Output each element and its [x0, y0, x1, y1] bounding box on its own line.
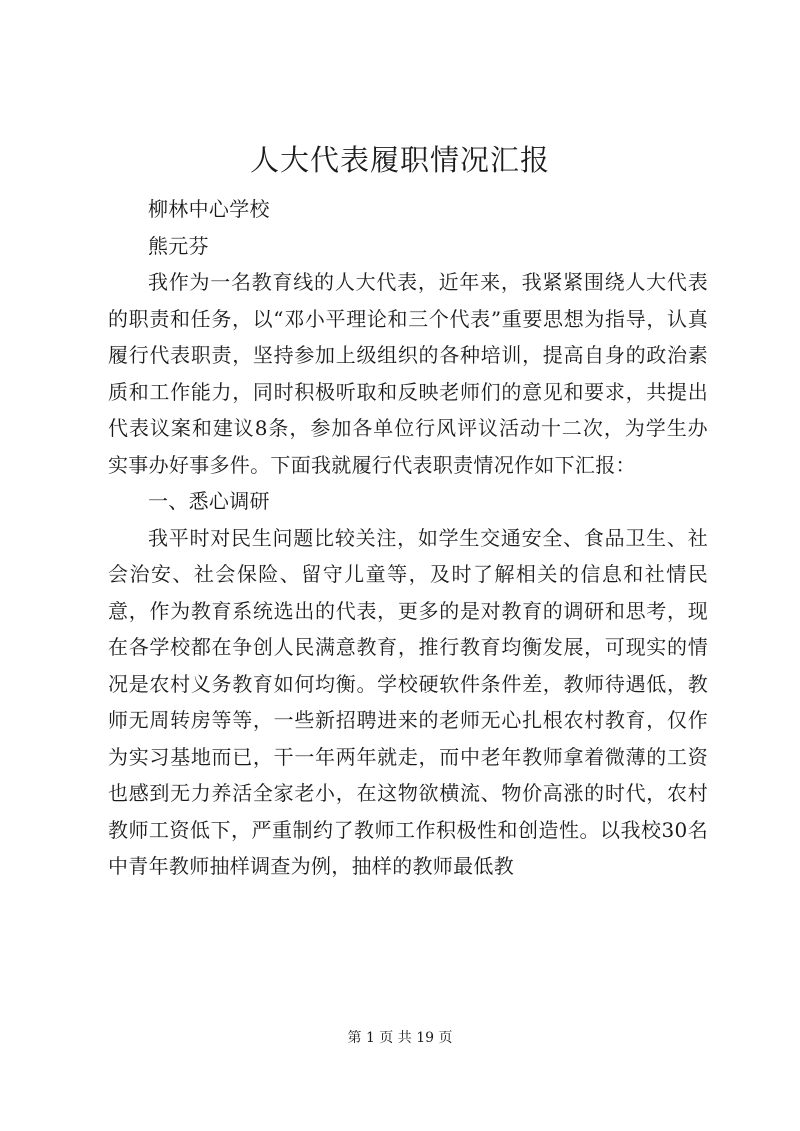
document-title: 人大代表履职情况汇报 [249, 143, 550, 177]
paragraph-research: 我平时对民生问题比较关注，如学生交通安全、食品卫生、社会治安、社会保险、留守儿童等，及时了解相关的信息和社情民意，作为教育系统选出的代表，更多的是对教育的调研和思考，现在各学校都在争创人民满意教育，推行教育均衡发展，可现实的情况是农村义务教育如何均衡。学校硬软件条件差，教师待遇低，教师无周转房等等，一些新招聘进来的老师无心扎根农村教育，仅作为实习基地而已，干一年两年就走，而中老年教师拿着微薄的工资也感到无力养活全家老小，在这物欲横流、物价高涨的时代，农村教师工资低下，严重制约了教师工作积极性和创造性。以我校30名中青年教师抽样调查为例，抽样的教师最低教 [108, 525, 708, 878]
author-name: 熊元芬 [148, 233, 209, 258]
section-heading: 一、悉心调研 [148, 489, 270, 513]
paragraph-intro: 我作为一名教育线的人大代表，近年来，我紧紧围绕人大代表的职责和任务，以“邓小平理论和三个代表”重要思想为指导，认真履行代表职责，坚持参加上级组织的各种培训，提高自身的政治素质和工作能力，同时积极听取和反映老师们的意见和要求，共提出代表议案和建议8条，参加各单位行风评议活动十二次，为学生办实事办好事多件。下面我就履行代表职责情况作如下汇报： [108, 270, 708, 477]
page-number-footer: 第 1 页 共 19 页 [347, 1030, 453, 1046]
document-body [108, 191, 708, 885]
school-name: 柳林中心学校 [148, 197, 270, 221]
